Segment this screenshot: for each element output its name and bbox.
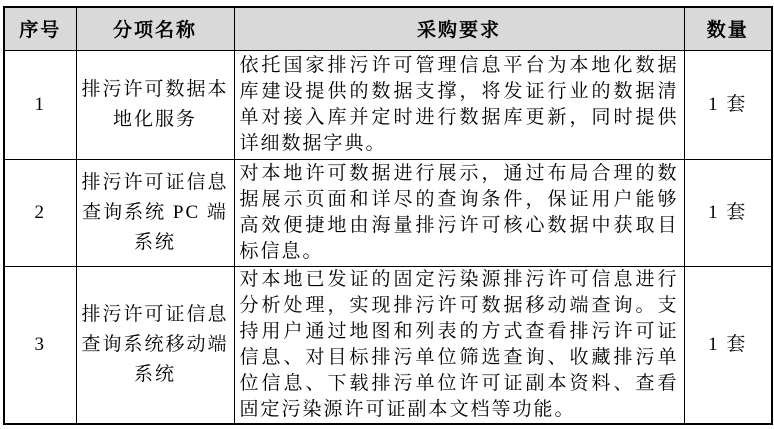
table-row xyxy=(4,266,772,424)
item-name-cell: 排污许可数据本地化服务 xyxy=(76,50,234,159)
item-name-cell: 排污许可证信息查询系统移动端系统 xyxy=(76,266,234,424)
item-name-cell: 排污许可证信息查询系统 PC 端系统 xyxy=(76,159,234,266)
row-number-cell: 1 xyxy=(4,50,76,159)
table-row xyxy=(4,159,772,266)
requirement-cell: 对本地许可数据进行展示，通过布局合理的数据展示页面和详尽的查询条件，保证用户能够高效便捷地由海量排污许可核心数据中获取目标信息。 xyxy=(234,159,684,266)
header-row xyxy=(4,7,772,50)
header-number: 序号 xyxy=(4,7,76,50)
quantity-cell: 1 套 xyxy=(684,159,772,266)
quantity-cell: 1 套 xyxy=(684,50,772,159)
requirement-cell: 对本地已发证的固定污染源排污许可信息进行分析处理，实现排污许可数据移动端查询。支持用户通过地图和列表的方式查看排污许可证信息、对目标排污单位筛选查询、收藏排污单位信息、下载排污单位许可证副本资料、查看固定污染源许可证副本文档等功能。 xyxy=(234,266,684,424)
row-number-cell: 2 xyxy=(4,159,76,266)
table-row xyxy=(4,50,772,159)
header-requirement: 采购要求 xyxy=(234,7,684,50)
procurement-table xyxy=(3,6,773,425)
row-number-cell: 3 xyxy=(4,266,76,424)
requirement-cell: 依托国家排污许可管理信息平台为本地化数据库建设提供的数据支撑，将发证行业的数据清单对接入库并定时进行数据库更新，同时提供详细数据字典。 xyxy=(234,50,684,159)
header-item-name: 分项名称 xyxy=(76,7,234,50)
header-quantity: 数量 xyxy=(684,7,772,50)
quantity-cell: 1 套 xyxy=(684,266,772,424)
